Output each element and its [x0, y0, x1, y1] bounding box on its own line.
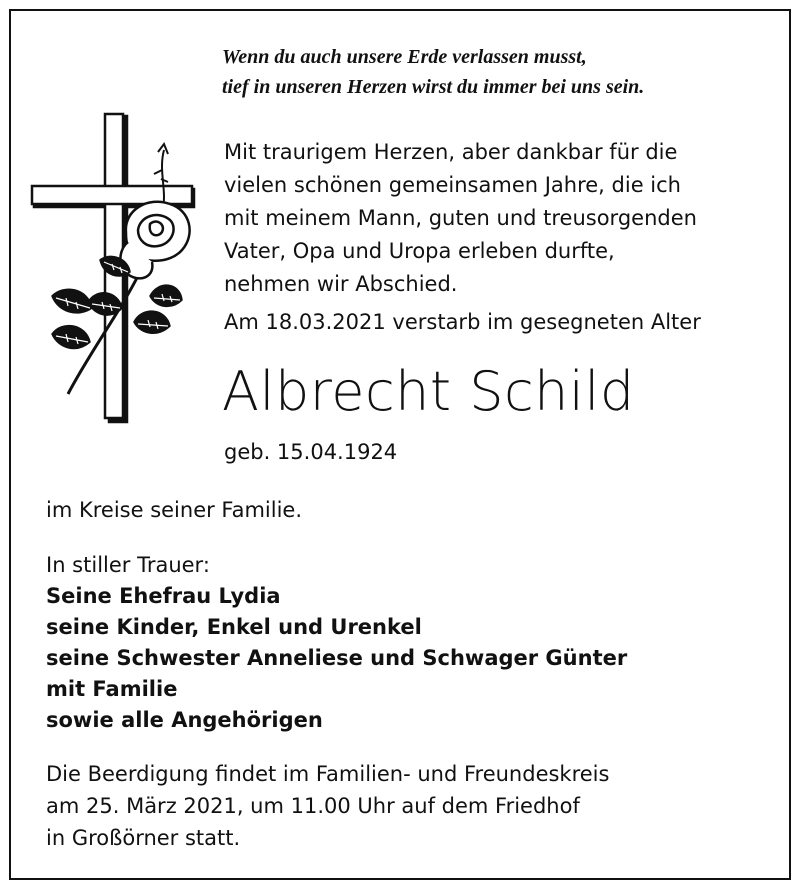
death-date-line: Am 18.03.2021 verstarb im gesegneten Alter [224, 310, 701, 334]
intro-line: Mit traurigem Herzen, aber dankbar für die [224, 140, 678, 164]
mourner-line: sowie alle Angehörigen [46, 708, 323, 732]
funeral-line: am 25. März 2021, um 11.00 Uhr auf dem Friedhof [46, 794, 580, 818]
intro-line: Vater, Opa und Uropa erleben durfte, [224, 239, 615, 263]
mourner-line: seine Kinder, Enkel und Urenkel [46, 615, 422, 639]
motto-line: Wenn du auch unsere Erde verlassen musst, [222, 46, 587, 68]
motto-line: tief in unseren Herzen wirst du immer bei uns sein. [222, 76, 645, 98]
mourners-block [46, 550, 776, 736]
deceased-name: Albrecht Schild [222, 360, 635, 423]
mourner-line: mit Familie [46, 677, 178, 701]
intro-text [224, 136, 784, 301]
funeral-line: in Großörner statt. [46, 826, 241, 850]
mourner-line: Seine Ehefrau Lydia [46, 584, 281, 608]
family-line: im Kreise seiner Familie. [46, 498, 303, 522]
intro-line: nehmen wir Abschied. [224, 272, 458, 296]
birth-date-line: geb. 15.04.1924 [224, 440, 398, 464]
funeral-info [46, 758, 776, 854]
intro-line: mit meinem Mann, guten und treusorgenden [224, 206, 697, 230]
mourning-label: In stiller Trauer: [46, 553, 210, 577]
intro-line: vielen schönen gemeinsamen Jahre, die ich [224, 173, 681, 197]
funeral-line: Die Beerdigung findet im Familien- und Freundeskreis [46, 762, 610, 786]
mourner-line: seine Schwester Anneliese und Schwager Günter [46, 646, 628, 670]
motto-quote [222, 42, 782, 102]
cross-with-rose-icon [30, 112, 210, 424]
